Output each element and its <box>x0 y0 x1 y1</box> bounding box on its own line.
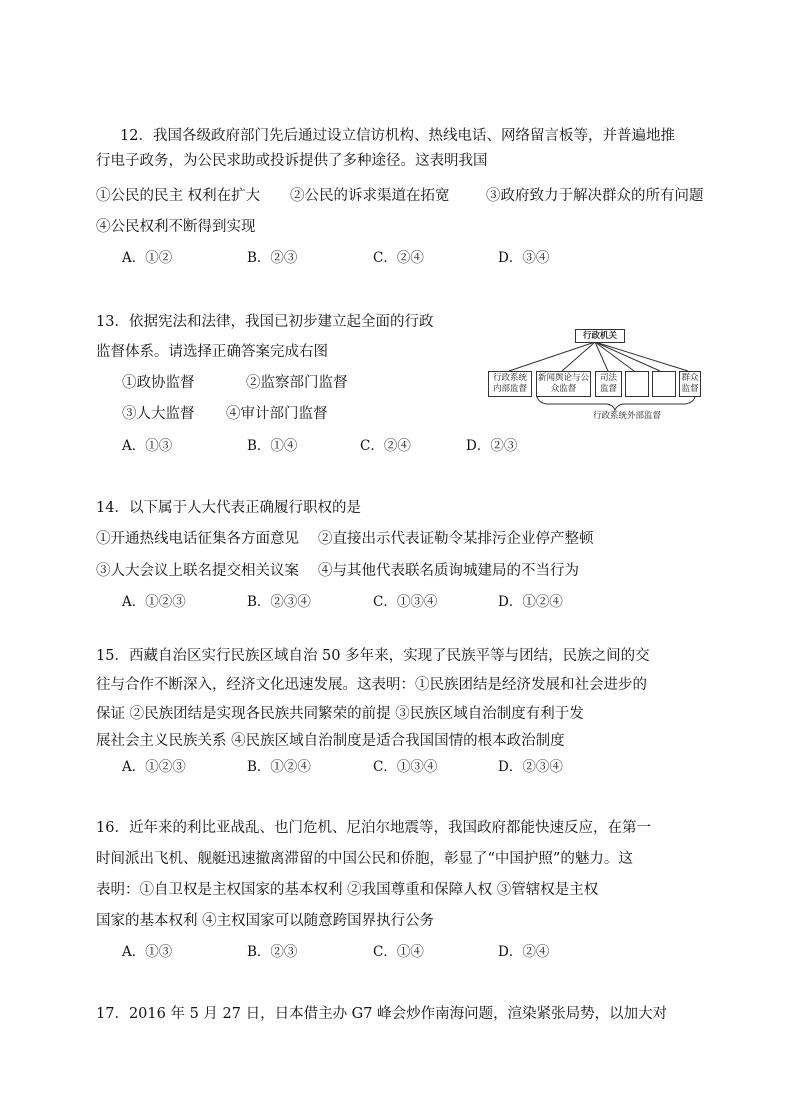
connector-1 <box>509 342 595 371</box>
q13-stem-line1: 13．依据宪法和法律，我国已初步建立起全面的行政 <box>96 314 434 330</box>
q12-stem-line1: 12．我国各级政府部门先后通过设立信访机构、热线电话、网络留言板等，并普遍地推 <box>120 128 675 144</box>
q14-stem: 14．以下属于人大代表正确履行职权的是 <box>96 500 361 516</box>
q15-choice-a[interactable]: A．①②③ <box>122 759 186 775</box>
q16-choice-a[interactable]: A．①③ <box>122 944 173 960</box>
q16-choice-c[interactable]: C．①④ <box>373 944 424 960</box>
q15-stem-line3: 保证 ②民族团结是实现各民族共同繁荣的前提 ③民族区域自治制度有利于发 <box>96 706 584 722</box>
q12-item4: ④公民权利不断得到实现 <box>96 219 256 235</box>
q14-item3: ③人大会议上联名提交相关议案 <box>96 563 299 579</box>
q13-item4: ④审计部门监督 <box>226 406 328 422</box>
diagram-blank-box-2 <box>652 371 676 397</box>
q16-stem-line3: 表明：①自卫权是主权国家的基本权利 ②我国尊重和保障人权 ③管辖权是主权 <box>96 882 599 898</box>
q12-choice-b[interactable]: B．②③ <box>247 250 298 266</box>
q12-stem-line2: 行电子政务，为公民求助或投诉提供了多种途径。这表明我国 <box>96 153 488 169</box>
q15-stem-line4: 展社会主义民族关系 ④民族区域自治制度是适合我国国情的根本政治制度 <box>96 733 565 749</box>
q13-choice-a[interactable]: A．①③ <box>122 438 173 454</box>
q12-choice-c[interactable]: C．②④ <box>373 250 424 266</box>
q13-item2: ②监察部门监督 <box>246 375 348 391</box>
q13-choice-d[interactable]: D．②③ <box>466 438 518 454</box>
q17-stem-line1: 17．2016 年 5 月 27 日，日本借主办 G7 峰会炒作南海问题，渲染紧张局势，以加大对 <box>96 1006 668 1022</box>
q14-item1: ①开通热线电话征集各方面意见 <box>96 531 299 547</box>
q13-choice-c[interactable]: C．②④ <box>360 438 411 454</box>
q15-choice-c[interactable]: C．①③④ <box>373 759 438 775</box>
q16-stem-line2: 时间派出飞机、舰艇迅速撤离滞留的中国公民和侨胞，彰显了“中国护照”的魅力。这 <box>96 851 633 867</box>
q16-stem-line4: 国家的基本权利 ④主权国家可以随意跨国界执行公务 <box>96 913 435 929</box>
connector-6 <box>595 342 688 371</box>
q15-stem-line2: 往与合作不断深入，经济文化迅速发展。这表明：①民族团结是经济发展和社会进步的 <box>96 677 647 693</box>
diagram-box-judicial: 司法监督 <box>595 371 622 397</box>
q14-choice-b[interactable]: B．②③④ <box>247 594 311 610</box>
q14-choice-a[interactable]: A．①②③ <box>122 594 186 610</box>
q13-choice-b[interactable]: B．①④ <box>247 438 298 454</box>
q15-choice-d[interactable]: D．②③④ <box>498 759 563 775</box>
diagram-box-masses: 群众监督 <box>679 371 701 397</box>
q16-stem-line1: 16．近年来的利比亚战乱、也门危机、尼泊尔地震等，我国政府都能快速反应，在第一 <box>96 820 651 836</box>
q16-choice-d[interactable]: D．②④ <box>498 944 550 960</box>
q14-item4: ④与其他代表联名质询城建局的不当行为 <box>318 563 579 579</box>
q14-choice-d[interactable]: D．①②④ <box>498 594 563 610</box>
q12-item1: ①公民的民主 权利在扩大 <box>96 188 261 204</box>
diagram-box-media: 新闻舆论与公众监督 <box>536 371 591 397</box>
q12-item3: ③政府致力于解决群众的所有问题 <box>486 188 704 204</box>
diagram-bottom-label: 行政系统外部监督 <box>592 411 661 421</box>
q15-choice-b[interactable]: B．①②④ <box>247 759 311 775</box>
q14-item2: ②直接出示代表证勒令某排污企业停产整顿 <box>318 531 594 547</box>
diagram-blank-box-1 <box>625 371 649 397</box>
q16-choice-b[interactable]: B．②③ <box>247 944 298 960</box>
q12-choice-a[interactable]: A．①② <box>122 250 173 266</box>
q15-stem-line1: 15．西藏自治区实行民族区域自治 50 多年来，实现了民族平等与团结，民族之间的交 <box>96 648 650 664</box>
q13-stem-line2: 监督体系。请选择正确答案完成右图 <box>96 344 328 360</box>
connector-2 <box>562 342 595 371</box>
q12-choice-d[interactable]: D．③④ <box>498 250 550 266</box>
q12-item2: ②公民的诉求渠道在拓宽 <box>290 188 450 204</box>
supervision-diagram <box>487 327 702 422</box>
q13-item1: ①政协监督 <box>122 375 195 391</box>
diagram-box-internal: 行政系统内部监督 <box>488 371 532 397</box>
q14-choice-c[interactable]: C．①③④ <box>373 594 438 610</box>
diagram-top-box: 行政机关 <box>575 329 625 343</box>
q13-item3: ③人大监督 <box>122 406 195 422</box>
